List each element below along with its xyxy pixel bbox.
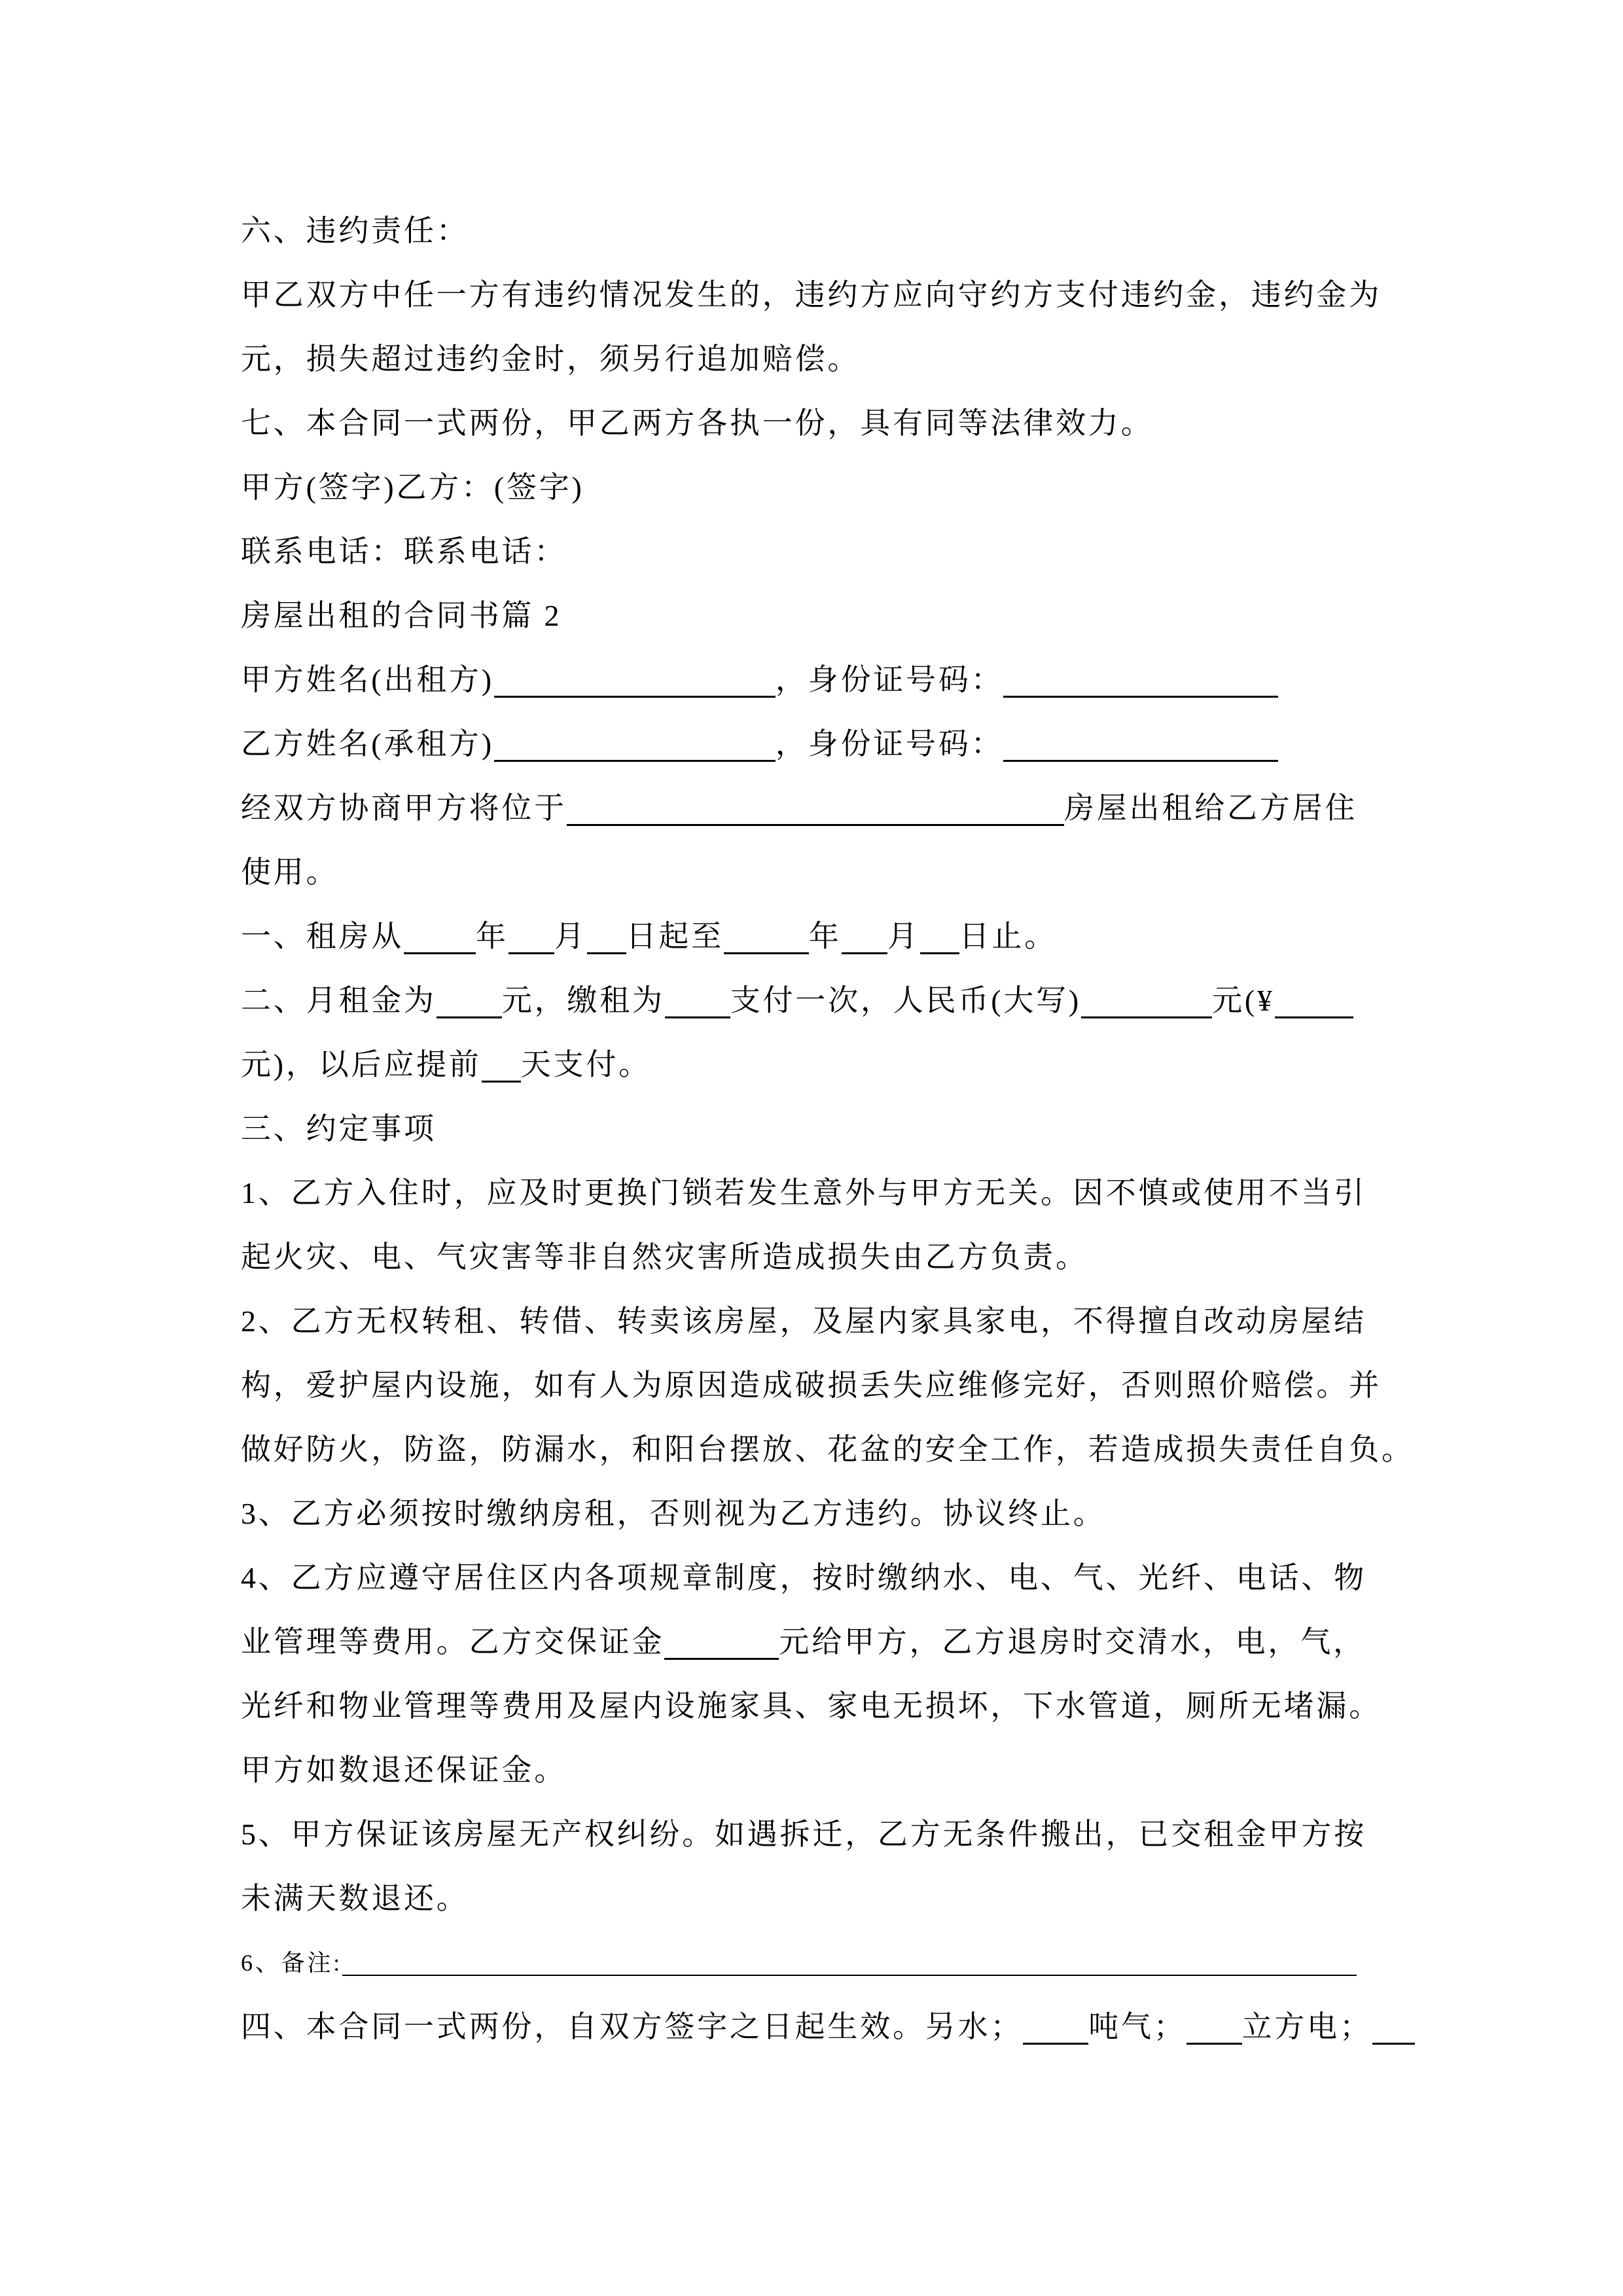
text-run: 六、违约责任： — [241, 214, 469, 247]
document-line — [241, 327, 1402, 391]
text-run: 起火灾、电、气灾害等非自然灾害所造成损失由乙方负责。 — [241, 1240, 1088, 1274]
text-run: 房屋出租给乙方居住 — [1064, 791, 1358, 825]
text-run: ，身份证号码： — [775, 727, 1004, 761]
blank-underline-field — [1023, 2041, 1088, 2045]
document-line — [241, 1546, 1402, 1610]
text-run: ，身份证号码： — [775, 663, 1004, 696]
blank-underline-field — [665, 1015, 730, 1018]
document-line — [241, 1931, 1402, 1995]
document-line — [241, 391, 1402, 456]
document-line — [241, 456, 1402, 520]
contract-text-body — [241, 199, 1414, 2059]
blank-underline-field — [482, 1079, 521, 1083]
text-run: 4、乙方应遵守居住区内各项规章制度，按时缴纳水、电、气、光纤、电话、物 — [241, 1561, 1366, 1594]
document-line — [241, 1289, 1402, 1354]
text-run: 天支付。 — [520, 1048, 651, 1081]
document-line — [241, 1161, 1402, 1225]
document-line — [241, 969, 1402, 1033]
text-run: 乙方姓名(承租方) — [241, 727, 494, 761]
text-run: 一、租房从 — [241, 920, 404, 953]
text-run: 5、甲方保证该房屋无产权纠纷。如遇拆迁，乙方无条件搬出，已交租金甲方按 — [241, 1818, 1366, 1851]
blank-underline-field — [437, 1015, 502, 1018]
text-run: 月 — [554, 920, 587, 953]
document-line — [241, 1225, 1402, 1289]
text-run: 甲方如数退还保证金。 — [241, 1753, 567, 1787]
text-run: 元(¥ — [1212, 984, 1275, 1017]
blank-underline-field — [494, 759, 776, 762]
document-line — [241, 1674, 1402, 1738]
text-run: 月 — [887, 920, 920, 953]
blank-underline-field — [1275, 1015, 1353, 1018]
document-line — [241, 1610, 1402, 1674]
document-line — [241, 1354, 1402, 1418]
blank-underline-field — [567, 823, 1064, 826]
blank-underline-field — [1003, 759, 1278, 762]
document-line — [241, 1995, 1402, 2059]
document-line — [241, 520, 1402, 584]
document-line — [241, 1097, 1402, 1161]
text-run: 经双方协商甲方将位于 — [241, 791, 567, 825]
text-run: 做好防火，防盗，防漏水，和阳台摆放、花盆的安全工作，若造成损失责任自负。 — [241, 1433, 1414, 1466]
text-run: 三、约定事项 — [241, 1112, 437, 1145]
blank-underline-field — [587, 951, 626, 954]
document-line — [241, 712, 1402, 776]
blank-underline-field — [664, 1657, 779, 1660]
document-line — [241, 1738, 1402, 1803]
text-run: 年 — [476, 920, 508, 953]
text-run: 甲乙双方中任一方有违约情况发生的，违约方应向守约方支付违约金，违约金为 — [241, 278, 1382, 312]
text-run: 七、本合同一式两份，甲乙两方各执一份，具有同等法律效力。 — [241, 406, 1154, 440]
text-run: 二、月租金为 — [241, 984, 437, 1017]
text-run: 光纤和物业管理等费用及屋内设施家具、家电无损坏，下水管道，厕所无堵漏。 — [241, 1689, 1382, 1723]
text-run: 6、备注: — [241, 1950, 343, 1976]
document-line — [241, 263, 1402, 327]
text-run: 日止。 — [959, 920, 1058, 953]
text-run: 四、本合同一式两份，自双方签字之日起生效。另水； — [241, 2010, 1024, 2043]
text-run: 联系电话：联系电话： — [241, 535, 567, 568]
text-run: 吨气； — [1088, 2010, 1186, 2043]
text-run: 元)，以后应提前 — [241, 1048, 482, 1081]
text-run: 日起至 — [626, 920, 724, 953]
text-run: 支付一次，人民币(大写) — [730, 984, 1082, 1017]
blank-underline-field — [1372, 2041, 1415, 2045]
document-line — [241, 648, 1402, 712]
text-run: 立方电； — [1241, 2010, 1372, 2043]
text-run: 元，损失超过违约金时，须另行追加赔偿。 — [241, 342, 861, 376]
document-line — [241, 584, 1402, 648]
blank-underline-field — [342, 1973, 1357, 1976]
blank-underline-field — [1003, 694, 1278, 698]
document-line — [241, 199, 1402, 263]
blank-underline-field — [842, 951, 887, 954]
text-run: 甲方姓名(出租方) — [241, 663, 494, 696]
text-run: 年 — [809, 920, 842, 953]
text-run: 业管理等费用。乙方交保证金 — [241, 1625, 665, 1659]
document-line — [241, 905, 1402, 969]
text-run: 甲方(签字)乙方：(签字) — [241, 471, 584, 504]
blank-underline-field — [494, 694, 776, 698]
blank-underline-field — [724, 951, 809, 954]
document-line — [241, 840, 1402, 905]
text-run: 使用。 — [241, 855, 339, 889]
blank-underline-field — [1081, 1015, 1212, 1018]
text-run: 元，缴租为 — [501, 984, 665, 1017]
text-run: 未满天数退还。 — [241, 1882, 469, 1915]
document-line — [241, 1033, 1402, 1097]
blank-underline-field — [920, 951, 959, 954]
document-line — [241, 1482, 1402, 1546]
text-run: 房屋出租的合同书篇 2 — [241, 599, 562, 632]
blank-underline-field — [404, 951, 476, 954]
document-line — [241, 1803, 1402, 1867]
text-run: 构，爱护屋内设施，如有人为原因造成破损丢失应维修完好，否则照价赔偿。并 — [241, 1369, 1382, 1402]
document-line — [241, 1867, 1402, 1931]
text-run: 1、乙方入住时，应及时更换门锁若发生意外与甲方无关。因不慎或使用不当引 — [241, 1176, 1366, 1210]
blank-underline-field — [508, 951, 554, 954]
text-run: 2、乙方无权转租、转借、转卖该房屋，及屋内家具家电，不得擅自改动房屋结 — [241, 1304, 1366, 1338]
text-run: 元给甲方，乙方退房时交清水，电，气， — [779, 1625, 1366, 1659]
document-line — [241, 1418, 1414, 1482]
blank-underline-field — [1186, 2041, 1242, 2045]
document-line — [241, 776, 1402, 840]
text-run: 3、乙方必须按时缴纳房租，否则视为乙方违约。协议终止。 — [241, 1497, 1106, 1530]
